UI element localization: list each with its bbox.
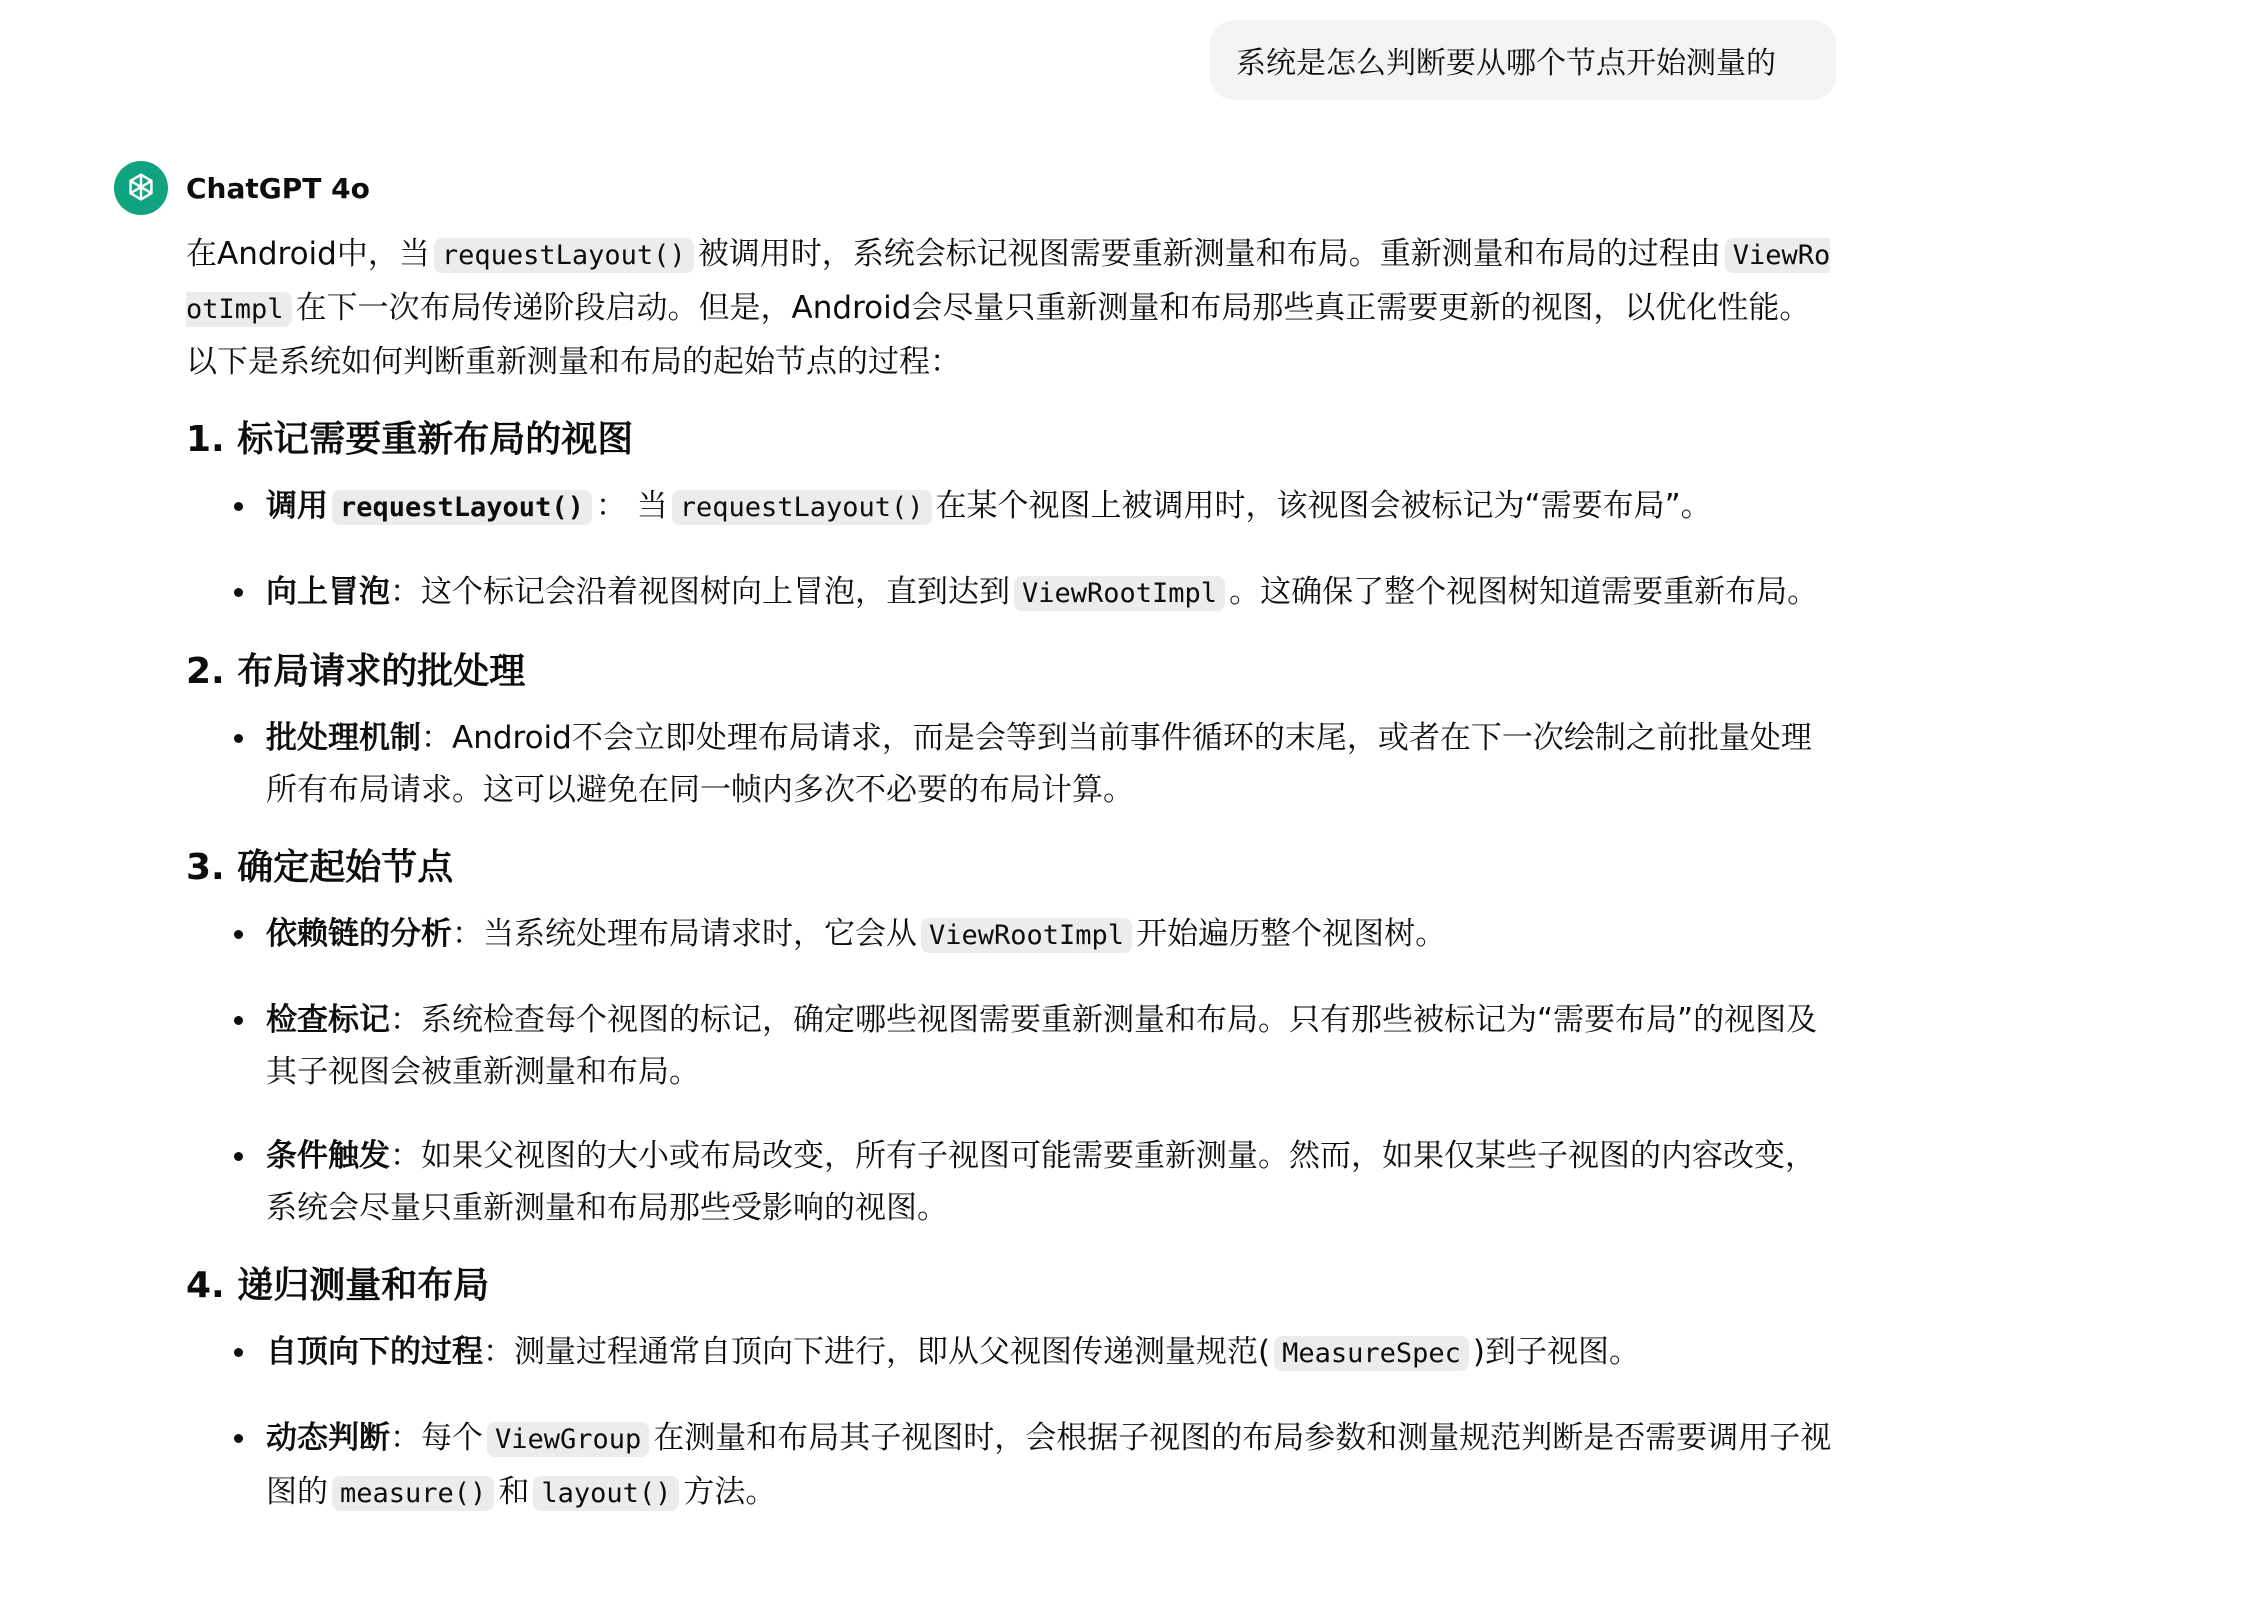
text-run: ：当系统处理布局请求时，它会从 bbox=[452, 916, 917, 952]
text-run: 。这确保了整个视图树知道需要重新布局。 bbox=[1229, 574, 1819, 610]
user-message-bubble bbox=[1210, 20, 1836, 100]
bullet-dot-icon bbox=[234, 734, 243, 743]
bullet-list bbox=[186, 712, 1836, 816]
assistant-content bbox=[186, 228, 1836, 1520]
inline-code: measure() bbox=[332, 1476, 494, 1511]
text-run: ：测量过程通常自顶向下进行，即从父视图传递测量规范( bbox=[483, 1334, 1271, 1370]
text-run: )到子视图。 bbox=[1472, 1334, 1640, 1370]
bullet-dot-icon bbox=[234, 502, 243, 511]
list-item bbox=[186, 1412, 1836, 1520]
text-run: ：Android不会立即处理布局请求，而是会等到当前事件循环的末尾，或者在下一次绘制之前批量处理所有布局请求。这可以避免在同一帧内多次不必要的布局计算。 bbox=[266, 720, 1812, 808]
bold-term: 检查标记 bbox=[266, 1002, 390, 1038]
bold-term: 批处理机制 bbox=[266, 720, 421, 756]
inline-code: layout() bbox=[533, 1476, 679, 1511]
list-item bbox=[186, 908, 1836, 962]
intro-paragraph bbox=[186, 228, 1836, 388]
list-item bbox=[186, 994, 1836, 1098]
list-item bbox=[186, 1130, 1836, 1234]
section-heading: 1. 标记需要重新布局的视图 bbox=[186, 419, 634, 460]
text-run: 在下一次布局传递阶段启动。但是，Android会尽量只重新测量和布局那些真正需要更新的视图，以优化性能。以下是系统如何判断重新测量和布局的起始节点的过程： bbox=[186, 290, 1811, 380]
text-run: ： 当 bbox=[595, 488, 668, 524]
bold-term: 调用 bbox=[266, 488, 328, 524]
inline-code: requestLayout() bbox=[672, 490, 932, 525]
bullet-dot-icon bbox=[234, 588, 243, 597]
text-run: 开始遍历整个视图树。 bbox=[1136, 916, 1447, 952]
list-item bbox=[186, 480, 1836, 534]
bullet-dot-icon bbox=[234, 1434, 243, 1443]
text-run: ：如果父视图的大小或布局改变，所有子视图可能需要重新测量。然而，如果仅某些子视图的内容改变，系统会尽量只重新测量和布局那些受影响的视图。 bbox=[266, 1138, 1816, 1226]
bullet-dot-icon bbox=[234, 1348, 243, 1357]
text-run: 在Android中，当 bbox=[186, 236, 430, 272]
text-run: ：每个 bbox=[390, 1420, 483, 1456]
text-run: 被调用时，系统会标记视图需要重新测量和布局。重新测量和布局的过程由 bbox=[697, 236, 1721, 272]
assistant-message bbox=[114, 160, 1834, 1530]
text-run: 在测量和布局其子视图时，会根据子视图的布局参数和测量规范判断是否需要调用子视图的 bbox=[266, 1420, 1832, 1510]
bullet-list bbox=[186, 908, 1836, 1234]
section-heading: 4. 递归测量和布局 bbox=[186, 1265, 490, 1306]
inline-code-bold: requestLayout() bbox=[332, 490, 592, 525]
bold-term: 动态判断 bbox=[266, 1420, 390, 1456]
inline-code: MeasureSpec bbox=[1274, 1336, 1469, 1371]
inline-code: ViewRootImpl bbox=[921, 918, 1132, 953]
text-run: 方法。 bbox=[683, 1474, 777, 1510]
bold-term: 自顶向下的过程 bbox=[266, 1334, 483, 1370]
inline-code: requestLayout() bbox=[434, 238, 694, 273]
bullet-list bbox=[186, 480, 1836, 620]
bold-term: 向上冒泡 bbox=[266, 574, 390, 610]
bullet-list bbox=[186, 1326, 1836, 1520]
bold-term: 依赖链的分析 bbox=[266, 916, 452, 952]
section-heading: 2. 布局请求的批处理 bbox=[186, 651, 526, 692]
sections-container bbox=[186, 414, 1836, 1520]
list-item bbox=[186, 566, 1836, 620]
text-run: ：系统检查每个视图的标记，确定哪些视图需要重新测量和布局。只有那些被标记为“需要布局”的视图及其子视图会被重新测量和布局。 bbox=[266, 1002, 1818, 1090]
inline-code: ViewRootImpl bbox=[1014, 576, 1225, 611]
bullet-dot-icon bbox=[234, 1152, 243, 1161]
inline-code: ViewRootImpl bbox=[186, 240, 1831, 325]
section-heading: 3. 确定起始节点 bbox=[186, 847, 454, 888]
model-name: ChatGPT 4o bbox=[186, 171, 370, 205]
user-message-text: 系统是怎么判断要从哪个节点开始测量的 bbox=[1236, 46, 1776, 81]
text-run: 在某个视图上被调用时，该视图会被标记为“需要布局”。 bbox=[935, 488, 1712, 524]
text-run: ：这个标记会沿着视图树向上冒泡，直到达到 bbox=[390, 574, 1010, 610]
bullet-dot-icon bbox=[234, 1016, 243, 1025]
list-item bbox=[186, 1326, 1836, 1380]
inline-code: ViewGroup bbox=[487, 1422, 649, 1457]
bold-term: 条件触发 bbox=[266, 1138, 390, 1174]
text-run: 和 bbox=[498, 1474, 530, 1510]
bullet-dot-icon bbox=[234, 930, 243, 939]
list-item bbox=[186, 712, 1836, 816]
assistant-header bbox=[114, 160, 1834, 216]
chatgpt-logo-icon bbox=[114, 161, 168, 215]
